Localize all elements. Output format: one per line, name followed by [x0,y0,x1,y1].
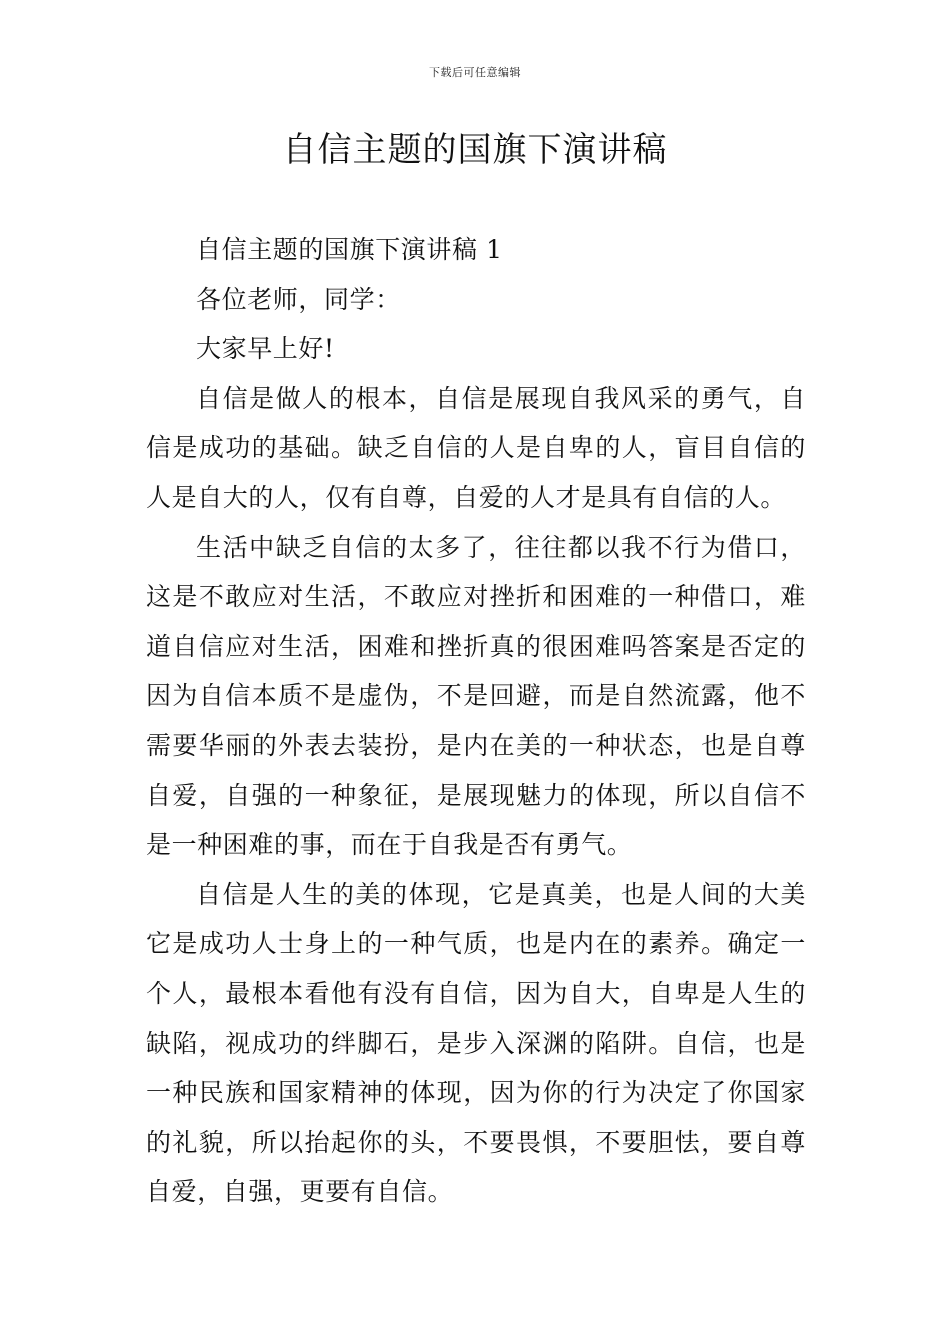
salutation: 各位老师，同学： [196,284,401,314]
document-body [146,225,806,1217]
speech-subtitle: 自信主题的国旗下演讲稿 1 [196,235,503,264]
greeting: 大家早上好! [196,334,335,364]
body-paragraph: 生活中缺乏自信的太多了，往往都以我不行为借口，这是不敢应对生活，不敢应对挫折和困难的一种借口，难道自信应对生活，困难和挫折真的很困难吗答案是否定的因为自信本质不是虚伪，不是回避，而是自然流露，他不需要华丽的外表去装扮，是内在美的一种状态，也是自尊自爱，自强的一种象征，是展现魅力的体现，所以自信不是一种困难的事，而在于自我是否有勇气。 [146,532,806,860]
header-note: 下载后可任意编辑 [429,66,521,79]
document-title: 自信主题的国旗下演讲稿 [282,130,668,170]
body-paragraph: 自信是人生的美的体现，它是真美，也是人间的大美它是成功人士身上的一种气质，也是内在的素养。确定一个人，最根本看他有没有自信，因为自大，自卑是人生的缺陷，视成功的绊脚石，是步入深渊的陷阱。自信，也是一种民族和国家精神的体现，因为你的行为决定了你国家的礼貌，所以抬起你的头，不要畏惧，不要胆怯，要自尊自爱，自强，更要有自信。 [146,879,806,1207]
body-paragraph: 自信是做人的根本，自信是展现自我风采的勇气，自信是成功的基础。缺乏自信的人是自卑的人，盲目自信的人是自大的人，仅有自尊，自爱的人才是具有自信的人。 [146,383,806,512]
